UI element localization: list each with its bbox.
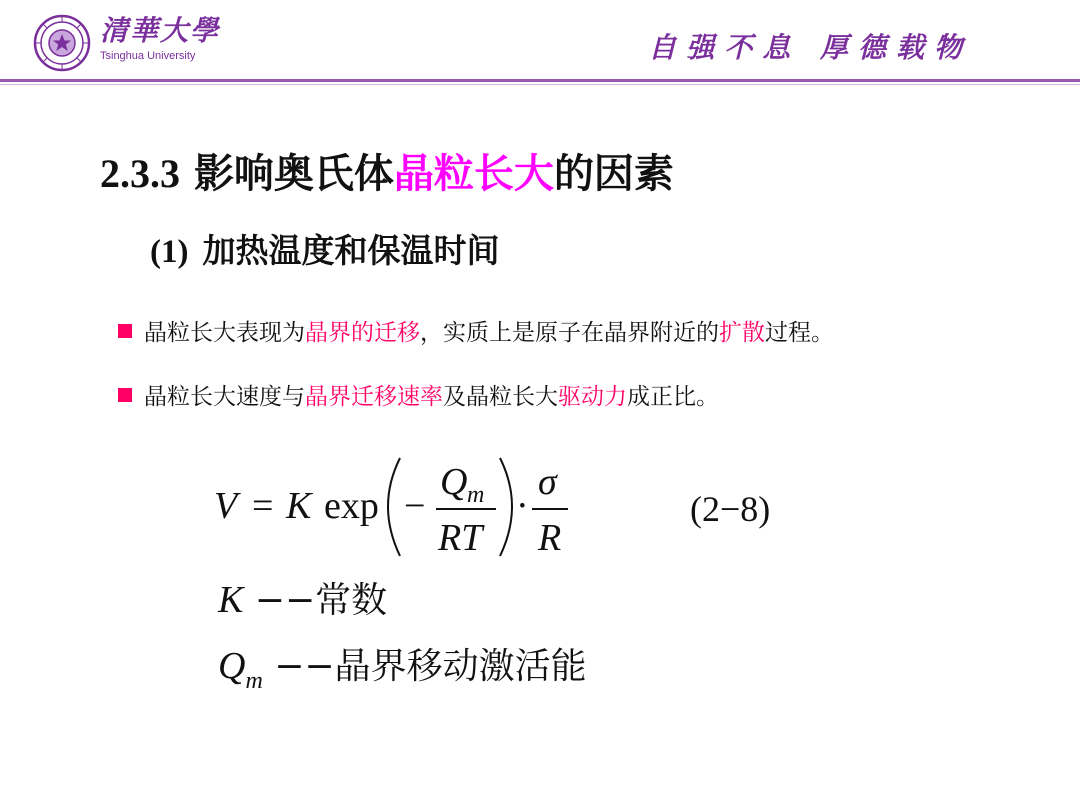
bullet-text: 晶粒长大表现为 (144, 320, 305, 346)
formula-graphic (214, 452, 674, 562)
title-text-1: 影响奥氏体 (193, 150, 394, 197)
slide-header (0, 0, 1080, 82)
formula-numerator-sub: m (467, 482, 485, 508)
formula-radius: R (538, 517, 562, 559)
definition-symbol: K (218, 579, 244, 621)
bullet-square-icon (118, 388, 132, 402)
bullet-highlight: 晶界迁移速率 (305, 384, 443, 410)
formula-minus: − (404, 485, 426, 527)
formula-equals: = (252, 485, 274, 527)
formula-dot: · (516, 485, 529, 527)
equation-number: (2−8) (690, 489, 771, 529)
tsinghua-seal-icon (33, 14, 91, 72)
header-divider-thin (0, 84, 1080, 85)
formula-right-paren (500, 458, 512, 556)
formula-constant-k: K (286, 485, 312, 527)
formula-sigma: σ (538, 461, 557, 503)
bullet-square-icon (118, 324, 132, 338)
header-divider (0, 79, 1080, 82)
definition-text: −−常数 (243, 580, 388, 621)
formula-denominator: RT (438, 517, 483, 559)
title-highlight: 晶粒长大 (393, 150, 554, 197)
formula-exp: exp (324, 485, 379, 527)
bullet-item (118, 382, 719, 412)
subtitle-number: (1) (150, 234, 189, 270)
logo-chinese-name: 清華大學 (100, 14, 221, 47)
bullet-item (118, 318, 834, 348)
grain-growth-formula (214, 452, 834, 562)
slide-subtitle (150, 230, 499, 273)
formula-left-paren (388, 458, 400, 556)
bullet-text: 过程。 (765, 320, 834, 346)
definition-line (218, 578, 387, 637)
section-number: 2.3.3 (100, 151, 180, 196)
definition-subscript: m (245, 668, 263, 694)
university-motto: 自强不息 厚德载物 (648, 31, 972, 64)
bullet-text: 及晶粒长大 (443, 384, 558, 410)
formula-lhs: V (214, 485, 238, 527)
bullet-text: 成正比。 (627, 384, 719, 410)
subtitle-text: 加热温度和保温时间 (202, 231, 500, 270)
slide-title (100, 150, 674, 198)
bullet-text: 晶粒长大速度与 (144, 384, 305, 410)
formula-numerator-q: Q (440, 461, 468, 503)
title-text-2: 的因素 (553, 150, 674, 197)
bullet-text: ，实质上是原子在晶界附近的 (420, 320, 719, 346)
definition-symbol: Q (218, 645, 246, 687)
definition-text: −−晶界移动激活能 (262, 646, 587, 687)
definition-line (218, 644, 587, 703)
bullet-highlight: 晶界的迁移 (305, 320, 420, 346)
logo-english-name: Tsinghua University (100, 50, 196, 62)
university-logo (100, 14, 220, 62)
bullet-highlight: 扩散 (719, 320, 765, 346)
bullet-highlight: 驱动力 (558, 384, 627, 410)
